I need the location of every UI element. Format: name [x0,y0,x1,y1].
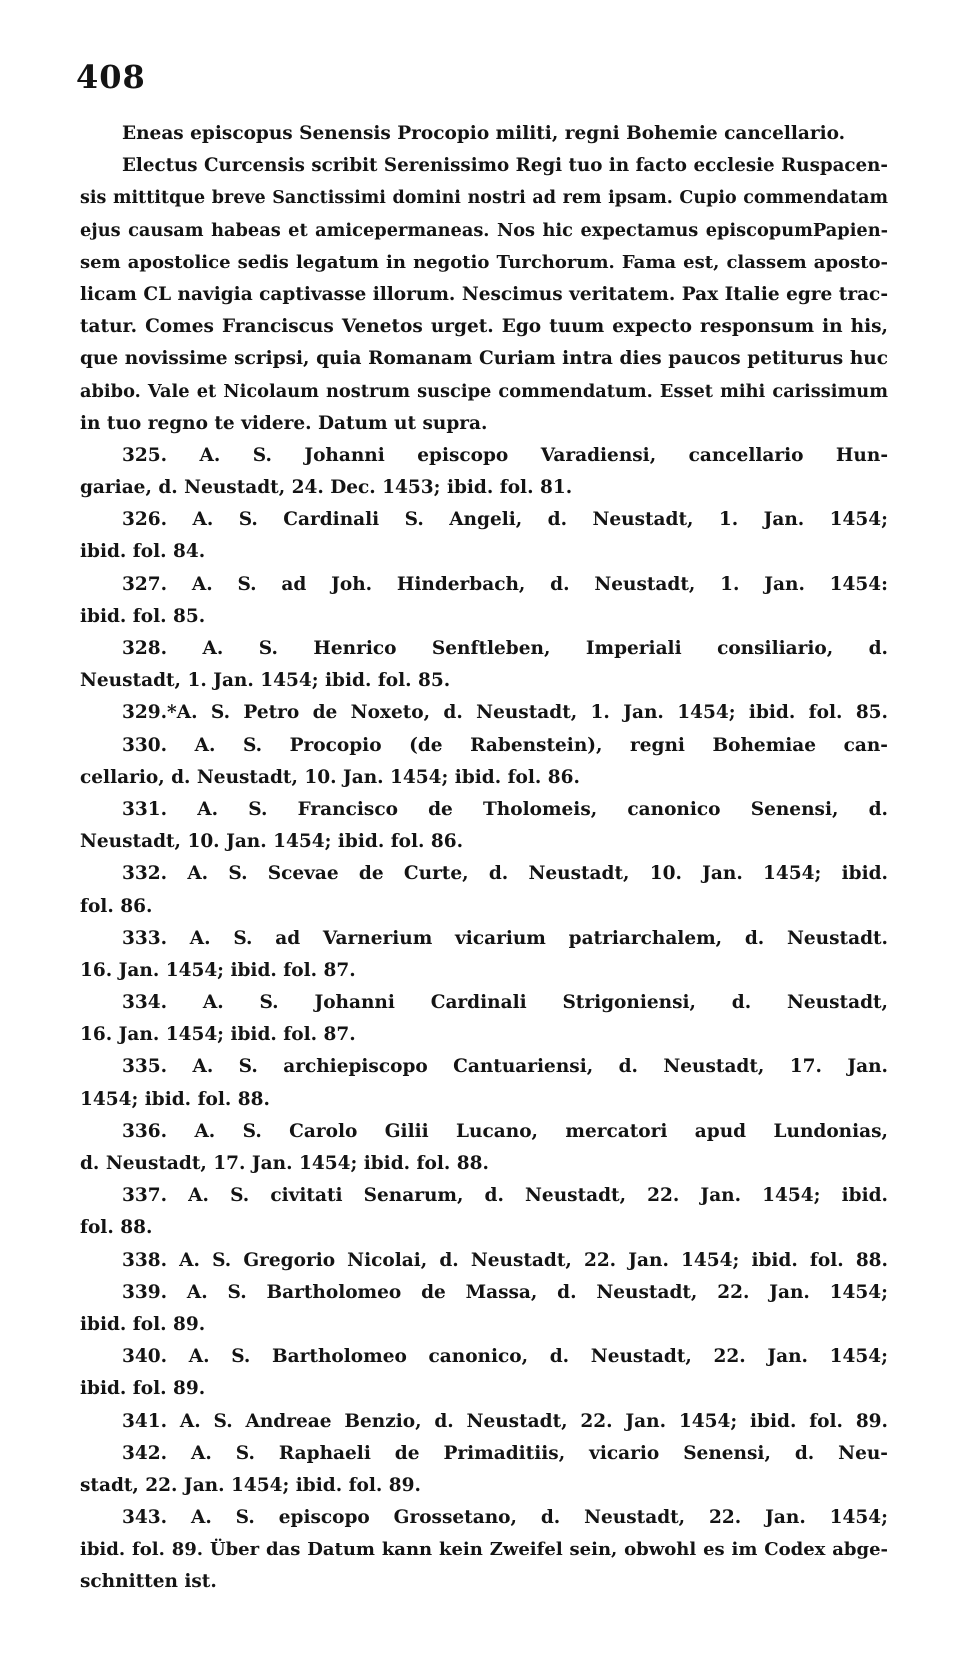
text-line: 339. A. S. Bartholomeo de Massa, d. Neustadt, 22. Jan. 1454; [122,1281,888,1303]
text-line: 340. A. S. Bartholomeo canonico, d. Neustadt, 22. Jan. 1454; [122,1346,888,1368]
text-line: licam CL navigia captivasse illorum. Nescimus veritatem. Pax Italie egre trac- [80,283,888,305]
text-line: 332. A. S. Scevae de Curte, d. Neustadt, 10. Jan. 1454; ibid. [122,863,888,885]
text-line: 16. Jan. 1454; ibid. fol. 87. [80,959,356,981]
text-line: ibid. fol. 85. [80,605,206,627]
text-line: 328. A. S. Henrico Senftleben, Imperiali consiliario, d. [122,638,888,659]
text-line: 1454; ibid. fol. 88. [80,1088,270,1110]
text-line: d. Neustadt, 17. Jan. 1454; ibid. fol. 88. [80,1153,489,1174]
text-line: Neustadt, 10. Jan. 1454; ibid. fol. 86. [80,831,464,853]
text-line: 331. A. S. Francisco de Tholomeis, canonico Senensi, d. [122,798,888,820]
text-line: 16. Jan. 1454; ibid. fol. 87. [80,1024,356,1046]
text-line: schnitten ist. [80,1571,217,1593]
text-line: Neustadt, 1. Jan. 1454; ibid. fol. 85. [80,670,451,692]
text-line: 326. A. S. Cardinali S. Angeli, d. Neustadt, 1. Jan. 1454; [122,509,888,531]
text-line: 342. A. S. Raphaeli de Primaditiis, vicario Senensi, d. Neu- [122,1442,888,1464]
text-line: Eneas episcopus Senensis Procopio militi, regni Bohemie cancellario. [122,123,846,144]
text-line: 341. A. S. Andreae Benzio, d. Neustadt, 22. Jan. 1454; ibid. fol. 89. [122,1410,888,1432]
text-line: 337. A. S. civitati Senarum, d. Neustadt, 22. Jan. 1454; ibid. [122,1185,888,1207]
text-line: sis mittitque breve Sanctissimi domini nostri ad rem ipsam. Cupio commendatam [80,188,888,209]
text-line: abibo. Vale et Nicolaum nostrum suscipe commendatum. Esset mihi carissimum [80,380,888,402]
text-line: 330. A. S. Procopio (de Rabenstein), regni Bohemiae can- [122,734,888,756]
text-line: ibid. fol. 89. [80,1313,206,1335]
text-line: cellario, d. Neustadt, 10. Jan. 1454; ibid. fol. 86. [80,766,580,788]
text-line: gariae, d. Neustadt, 24. Dec. 1453; ibid. fol. 81. [80,477,573,499]
text-line: fol. 86. [80,895,153,917]
document-body [80,118,888,1599]
text-line: in tuo regno te videre. Datum ut supra. [80,412,488,434]
text-line: 329.*A. S. Petro de Noxeto, d. Neustadt, 1. Jan. 1454; ibid. fol. 85. [122,702,888,724]
text-line: 335. A. S. archiepiscopo Cantuariensi, d. Neustadt, 17. Jan. [122,1056,888,1078]
text-line: 334. A. S. Johanni Cardinali Strigoniensi, d. Neustadt, [122,992,888,1014]
text-line: 336. A. S. Carolo Gilii Lucano, mercatori apud Lundonias, [122,1120,888,1142]
text-line: 327. A. S. ad Joh. Hinderbach, d. Neustadt, 1. Jan. 1454: [122,573,888,595]
text-line: fol. 88. [80,1217,153,1239]
text-line: ibid. fol. 84. [80,541,206,563]
text-line: ejus causam habeas et amicepermaneas. Nos hic expectamus episcopumPapien- [80,219,888,241]
text-line: 325. A. S. Johanni episcopo Varadiensi, cancellario Hun- [122,444,888,466]
text-line: que novissime scripsi, quia Romanam Curiam intra dies paucos petiturus huc [80,348,888,370]
page-number: 408 [76,58,146,96]
text-line: 333. A. S. ad Varnerium vicarium patriarchalem, d. Neustadt. [122,927,888,949]
text-line: ibid. fol. 89. [80,1378,206,1400]
text-line: 338. A. S. Gregorio Nicolai, d. Neustadt, 22. Jan. 1454; ibid. fol. 88. [122,1249,888,1271]
text-line: 343. A. S. episcopo Grossetano, d. Neustadt, 22. Jan. 1454; [122,1507,888,1529]
text-line: ibid. fol. 89. Über das Datum kann kein Zweifel sein, obwohl es im Codex abge- [80,1539,888,1561]
text-line: sem apostolice sedis legatum in negotio Turchorum. Fama est, classem aposto- [80,251,888,273]
text-line: Electus Curcensis scribit Serenissimo Regi tuo in facto ecclesie Ruspacen- [122,155,888,177]
text-line: tatur. Comes Franciscus Venetos urget. Ego tuum expecto responsum in his, [80,316,888,338]
text-line: stadt, 22. Jan. 1454; ibid. fol. 89. [80,1474,421,1496]
